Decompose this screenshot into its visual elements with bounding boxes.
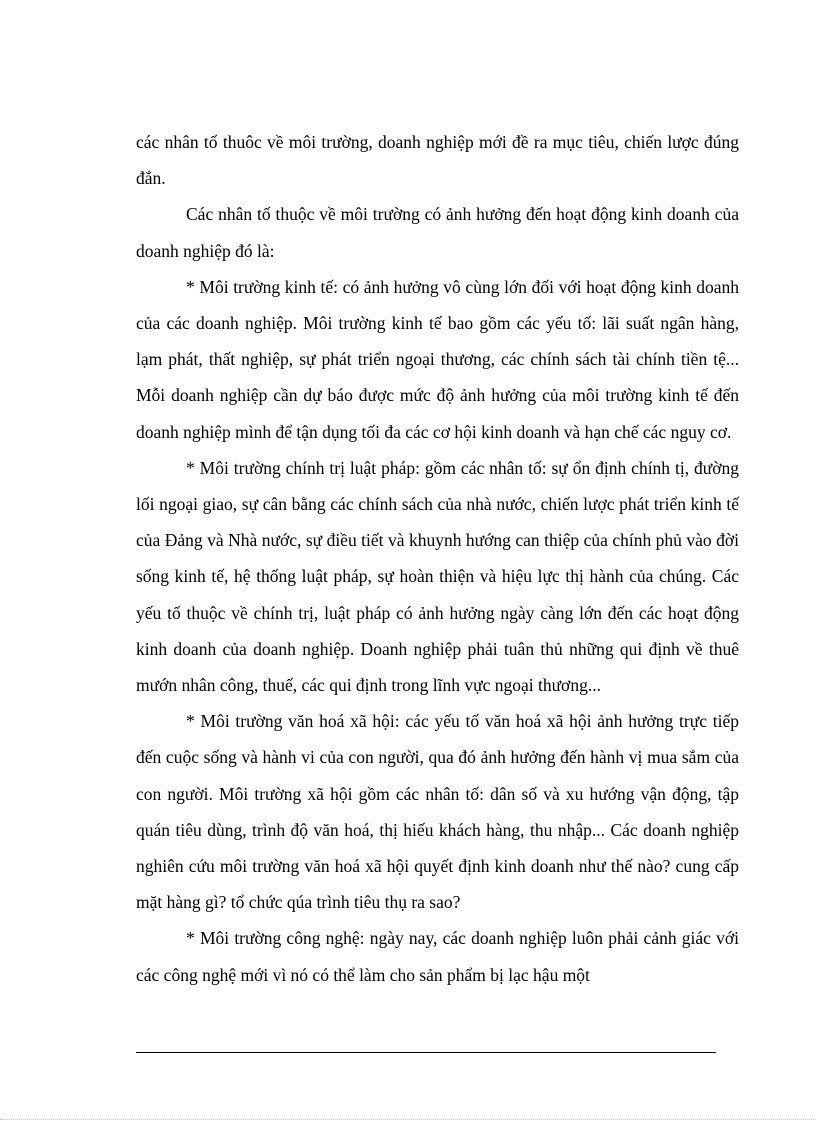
paragraph-continuation: các nhân tố thuôc về môi trường, doanh nghiệp mới đề ra mục tiêu, chiến lược đúng đắn. <box>136 132 739 189</box>
paragraph-environment-factors-intro: Các nhân tố thuộc về môi trường có ảnh hưởng đến hoạt động kinh doanh của doanh nghiệp đó là: <box>136 204 739 261</box>
page-bottom-edge <box>0 1119 816 1120</box>
body-text <box>136 124 739 993</box>
paragraph-economic-environment: * Môi trường kinh tế: có ảnh hưởng vô cùng lớn đối với hoạt động kinh doanh của các doanh nghiệp. Môi trường kinh tế bao gồm các yếu tố: lãi suất ngân hàng, lạm phát, thất nghiệp, sự phát triển ngoại thương, các chính sách tài chính tiền tệ... Mỗi doanh nghiệp cần dự báo được mức độ ảnh hưởng của môi trường kinh tế đến doanh nghiệp mình để tận dụng tối đa các cơ hội kinh doanh và hạn chế các nguy cơ. <box>136 276 739 442</box>
paragraph-cultural-social-environment: * Môi trường văn hoá xã hội: các yếu tố văn hoá xã hội ảnh hưởng trực tiếp đến cuộc sống và hành vi của con người, qua đó ảnh hưởng đến hành vị mua sắm của con người. Môi trường xã hội gồm các nhân tố: dân số và xu hướng vận động, tập quán tiêu dùng, trình độ văn hoá, thị hiếu khách hàng, thu nhập... Các doanh nghiệp nghiên cứu môi trường văn hoá xã hội quyết định kinh doanh như thế nào? cung cấp mặt hàng gì? tổ chức qúa trình tiêu thụ ra sao? <box>136 711 739 913</box>
footer-rule <box>136 1052 716 1053</box>
paragraph-political-legal-environment: * Môi trường chính trị luật pháp: gồm các nhân tố: sự ổn định chính tị, đường lối ngoại giao, sự cân bằng các chính sách của nhà nước, chiến lược phát triển kinh tế của Đảng và Nhà nước, sự điều tiết và khuynh hướng can thiệp của chính phủ vào đời sống kinh tế, hệ thống luật pháp, sự hoàn thiện và hiệu lực thị hành của chúng. Các yếu tố thuộc về chính trị, luật pháp có ảnh hưởng ngày càng lớn đến các hoạt động kinh doanh của doanh nghiệp. Doanh nghiệp phải tuân thủ những qui định về thuê mướn nhân công, thuế, các qui định trong lĩnh vực ngoại thương... <box>136 457 739 696</box>
paragraph-technology-environment: * Môi trường công nghệ: ngày nay, các doanh nghiệp luôn phải cảnh giác với các công nghệ mới vì nó có thể làm cho sản phẩm bị lạc hậu một <box>136 928 739 985</box>
